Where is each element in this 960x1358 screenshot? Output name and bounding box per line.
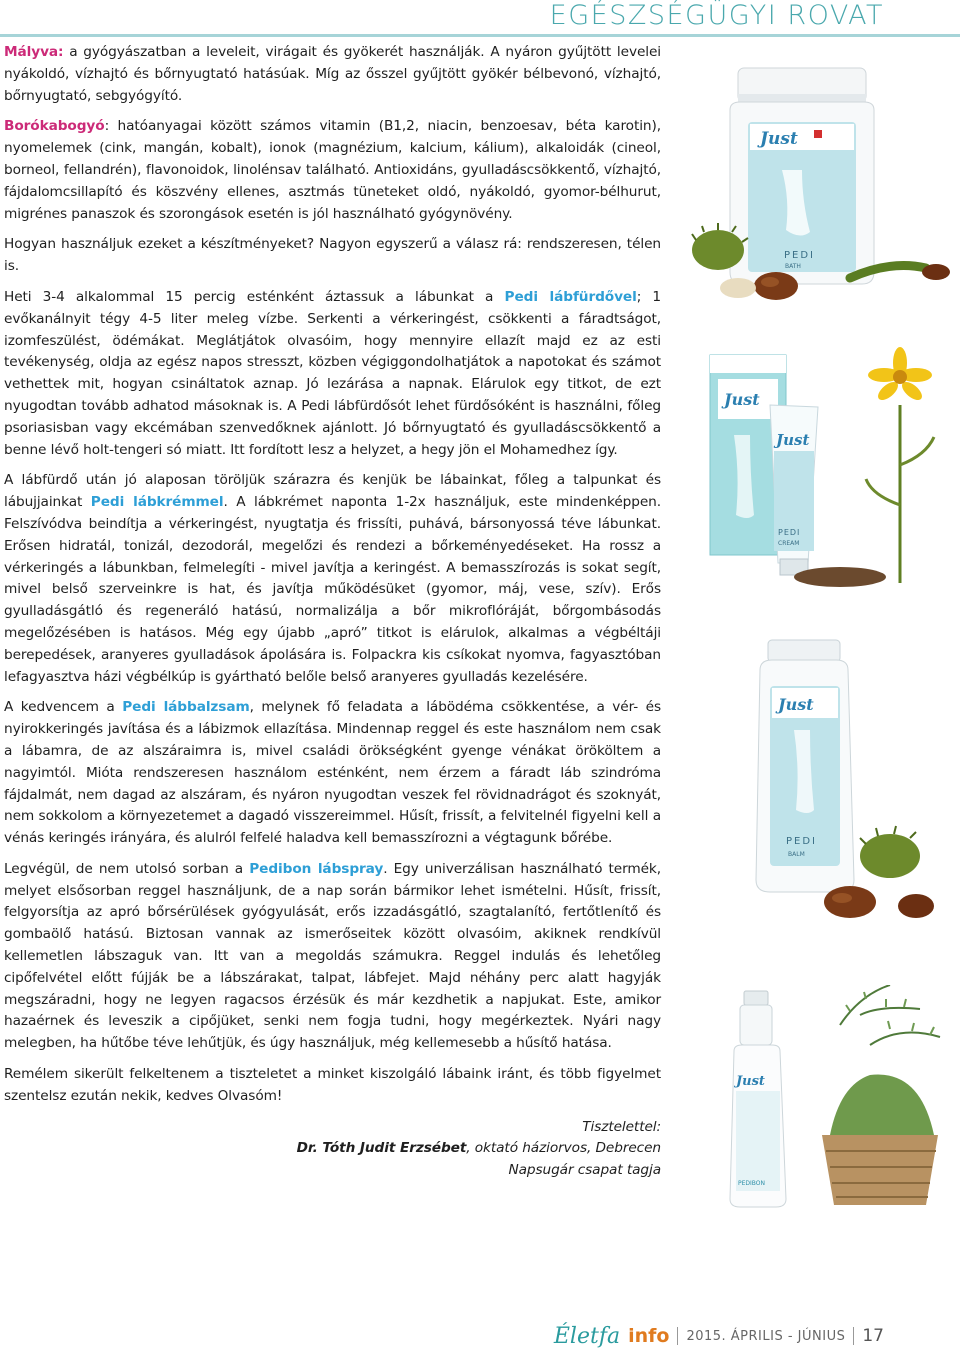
pedi-bath-jar-image [690,50,955,300]
keyword-pedibon-labspray: Pedibon lábspray [249,860,384,877]
balm-sub-label: BALM [788,851,805,858]
issue-date: 2015. ÁPRILIS - JÚNIUS [686,1328,846,1344]
signature-author: Dr. Tóth Judit Erzsébet [296,1140,467,1157]
page-footer [554,1322,884,1350]
signature-role: , oktató háziorvos, Debrecen [466,1140,661,1157]
text: . A lábkrémet naponta 1-2x használjuk, este mindenképpen. Felszívódva beindítja a vérkeringést, nyugtatja és frissíti, puhává, bársonyossá téve lábunkat. Erősen hidratál, tonizál, dezodorál, megelőzi és rendezi a bőrkeményedéseket. Ha rossz a vérkeringés a lábunkban, felmelegíti - mivel javítja a keringést. A bemasszírozás is sokat segít, mivel belső szerveinkre is hat, és javítja működésüket (gyomor, máj, vese, szív). Erős gyulladásgátló és regeneráló hatású, normalizálja a bőr mikroflóráját, bőrgombásodás megelőzésében is hatásos. Még egy újabb „apró” titkot is elárulok, alkalmas a végbéltáji berepedések, aranyeres gyulladások ápolására is. Folpackra kis csíkokat nyomva, fagyasztóban lefagyasztva házi végbélkúp is gyártható belőle belső aranyeres gyulladás kezelésére. [4,494,661,685]
paragraph-malyva [4,42,661,107]
keyword-borokabogyo: Borókabogyó [4,118,105,135]
title-rule [0,34,960,37]
pedibon-spray-image [690,985,955,1215]
signature-team: Napsugár csapat tagja [508,1162,661,1179]
text: A lábfürdő után jó alaposan töröljük szárazra és kenjük be lábainkat, főleg a talpunkat és lábujjainkat [4,472,661,511]
paragraph-labspray [4,859,661,1055]
keyword-pedi-labkrem: Pedi lábkrémmel [90,494,224,511]
signature-author-line [4,1138,661,1160]
cream-sub-label: CREAM [778,540,800,547]
paragraph-closing: Remélem sikerült felkeltenem a tiszteletet a minket kiszolgáló lábaink iránt, és több figyelmet szentelsz ezután nekik, kedves Olvasóm! [4,1066,661,1104]
cream-line-label: PEDI [778,528,801,537]
text: A kedvencem a [4,699,123,716]
bath-line-label: PEDI [784,250,815,261]
page-number: 17 [862,1326,884,1346]
text: ; 1 evőkanálnyit tégy 4-5 liter meleg vízbe. Serkenti a vérkeringést, csökkenti a fáradtságot, izomfeszülést, ödémákat. Meglátjátok olvasóim, hogy mennyire ellazít majd ez az esti tevékenység, oldja az egész napos stresszt, közben végiggondolhatjátok a napotokat és számot vethettek mit, hogyan csináltatok aznap. Jó lezárása a napnak. Elárulok egy titkot, de ezt nyugodtan tovább adhatod másoknak is. A Pedi lábfürdősót lehet fürdősóként is használni, főleg psoriasisban vagy ekcémában szenvedőknek ajánlott. Jó bőrnyugtató és gyulladáscsökkentő a benne lévő holt-tengeri só miatt. Itt fordított lesz a helyzet, a hegy jön el Mohamedhez így. [4,288,661,458]
paragraph-labbalzsam [4,697,661,850]
balm-line-label: PEDI [786,836,817,847]
signature-greeting: Tisztelettel: [582,1118,661,1135]
paragraph-usage-question: Hogyan használjuk ezeket a készítményeket? Nagyon egyszerű a válasz rá: rendszeresen, télen is. [4,236,661,275]
article-body [4,42,661,1182]
section-title: EGÉSZSÉGÜGYI ROVAT [549,0,884,31]
text: Heti 3-4 alkalommal 15 percig esténként áztassuk a lábunkat a [4,288,505,305]
cream-tube-brand: Just [776,431,810,449]
keyword-pedi-labbalzsam: Pedi lábbalzsam [122,699,250,716]
keyword-malyva: Mályva: [4,44,64,60]
text: , melynek fő feladata a lábödéma csökkentése, a vér- és nyirokkeringés javítása és a lábizmok ellazítása. Mindennap reggel és este használom nem csak a lábamra, de az alszáraimra is, mivel családi örökségként gyenge vénákat örököltem a nagyimtól. Mióta rendszeresen használom esténként, nem érzem a fáradt láb szindróma fájdalmát, nem dagad az alszáram, és nyáron nyugodtan veszek fel rövidnadrágot és szoknyát, nem sokkolom a környezetemet a dagadó visszereimmel. Hűsít, frissít, a felvitelnél figyelni kell a vénás keringés irányára, és alulról felfelé haladva kell bemasszírozni a végtagunk bőrébe. [4,699,661,847]
spray-line-label: PEDIBON [738,1180,766,1187]
keyword-pedi-labfurdo: Pedi lábfürdővel [504,288,637,305]
pedi-cream-image [690,345,955,590]
logo-eletfa: Életfa [553,1323,621,1349]
bath-brand-label: Just [760,129,798,149]
logo-info: info [628,1325,670,1347]
text: Legvégül, de nem utolsó sorban a [4,860,250,877]
spray-brand-label: Just [736,1074,765,1089]
signature-block [4,1117,661,1182]
paragraph-labfurdo [4,287,661,461]
footer-divider [677,1327,678,1345]
text: : hatóanyagai között számos vitamin (B1,2, niacin, benzoesav, béta karotin), nyomelemek (cink, mangán, kobalt), ionok (magnézium, kalcium, kálium), alkaloidák (cineol, borneol, fellandrén), flavonoidok, linolénsav található. Antioxidáns, gyulladáscsökkentő, vízhajtó, fájdalomcsillapító és köszvény ellenes, asztmás tüneteket oldó, nyákoldó, gyomor-bélhurut, migrénes panaszok és szorongások esetén is jól használható gyógynövény. [4,118,661,222]
cream-box-brand: Just [724,390,760,409]
text: a gyógyászatban a leveleit, virágait és gyökerét használják. A nyáron gyűjtött levelei nyákoldó, vízhajtó és bőrnyugtató hatásúak. Míg az ősszel gyűjtött gyökér bélbevonó, vízhajtó, bőrnyugtató, sebgyógyító. [4,44,661,104]
footer-divider [853,1327,854,1345]
bath-sub-label: BATH [785,263,801,270]
pedi-balm-image [690,630,955,930]
balm-brand-label: Just [778,695,814,714]
paragraph-labkrem [4,470,661,688]
text: . Egy univerzálisan használható termék, melyet elsősorban reggel használjunk, de a nap során bármikor lehet ismételni. Hűsít, frissít, felgyorsítja az apró bőrsérülések gyógyulását, erős izzadásgátló, szagtalanító, fertőtlenítő és gombaölő hatású. Biztosan vannak az ismerőseitek között olvasóim, akiknek rendkívül kellemetlen lábszaguk van. Itt van a megoldás számukra. Reggel indulás és lehetőleg cipőfelvétel előtt fújják be a lábszárakat, talpat, lábfejet. Majd néhány perc alatt hagyják megszáradni, hogy ne legyen ragacsos érzésük és már kezdhetik a napjukat. Este, amikor hazaérnek és leveszik a cipőjüket, senki nem fogja tudni, hogy megérkeztek. Nyári nagy melegben, ha hűtőbe téve lehűtjük, és úgy használjuk, még kellemesebb a hűsítő hatása. [4,860,661,1052]
paragraph-borokabogyo [4,116,661,225]
